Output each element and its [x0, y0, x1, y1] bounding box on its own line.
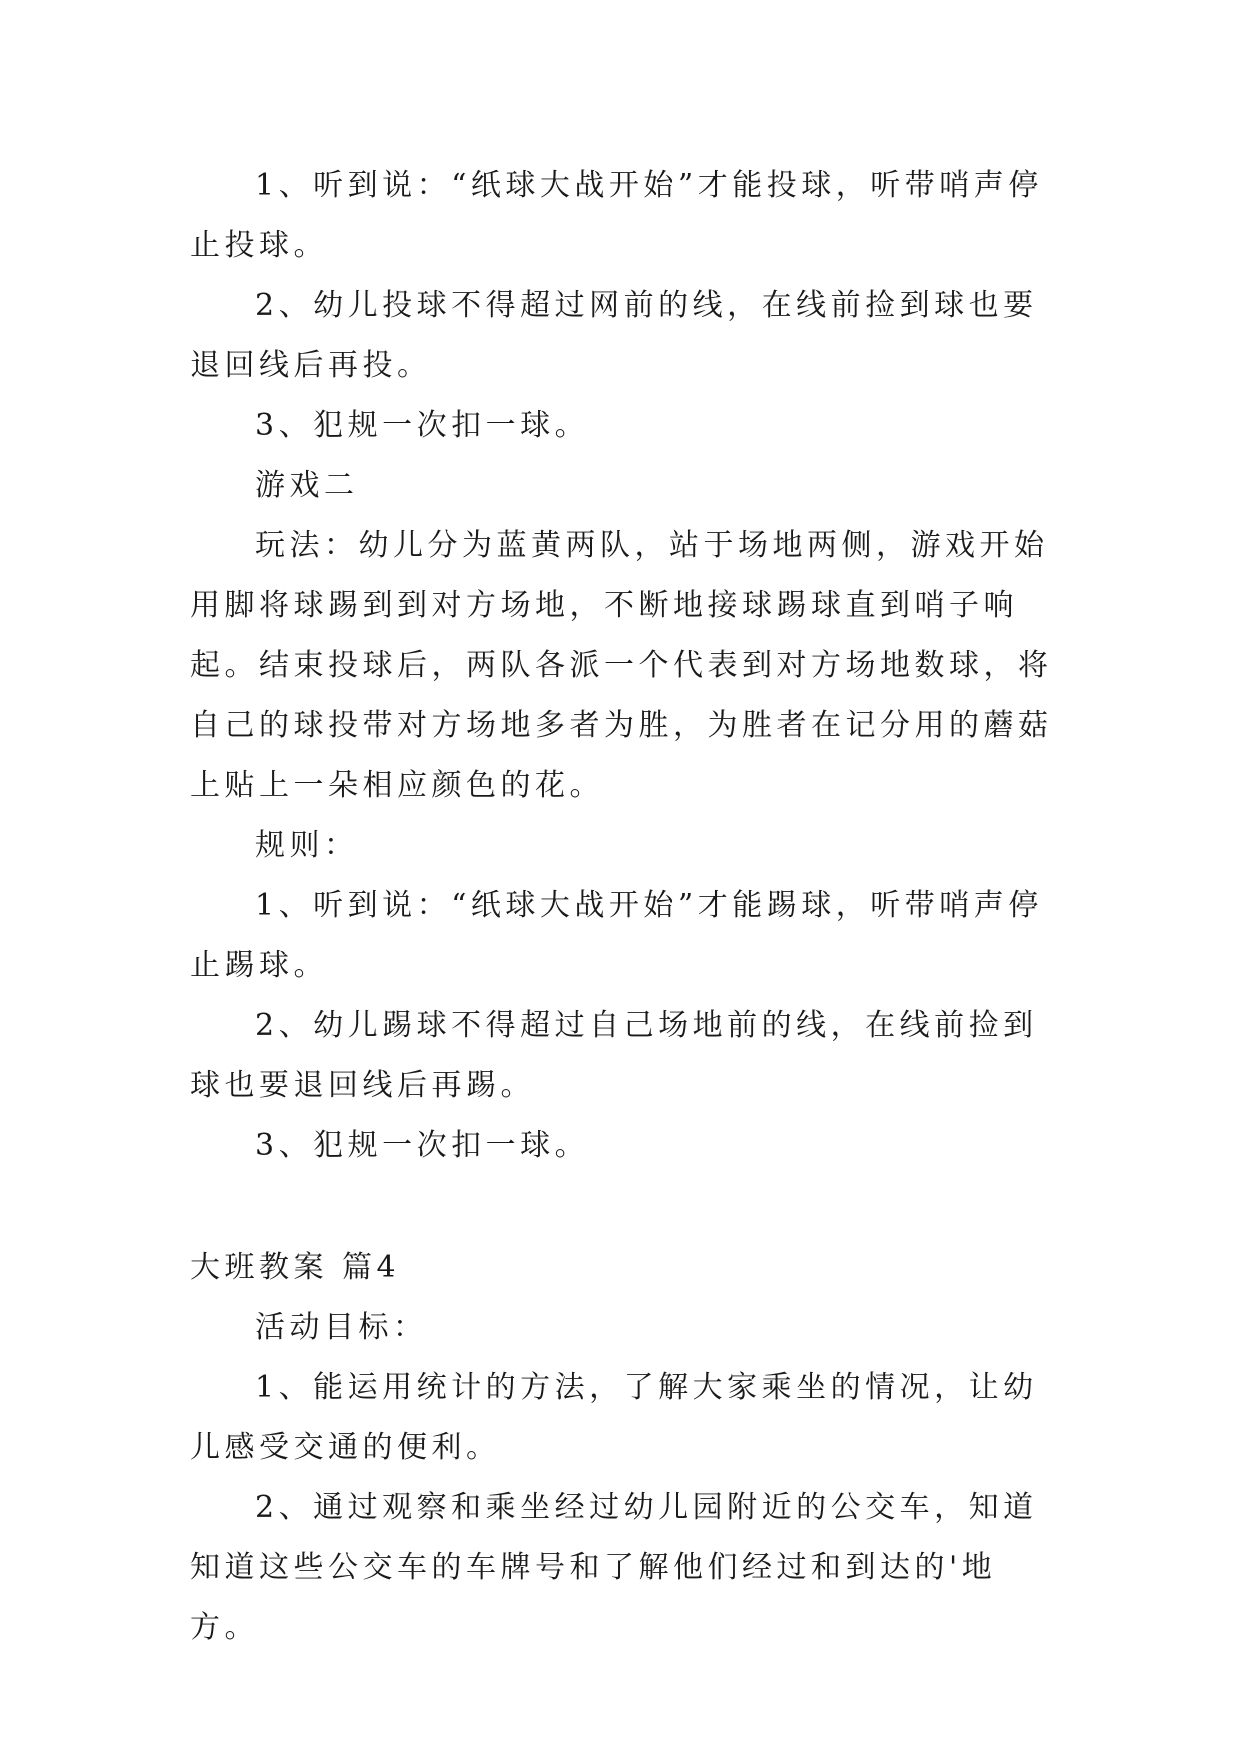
- rule-3-paragraph: 3、犯规一次扣一球。: [255, 408, 590, 443]
- section-spacer: [190, 1176, 1060, 1238]
- gameplay-paragraph: 玩法：幼儿分为蓝黄两队，站于场地两侧，游戏开始用脚将球踢到到对方场地，不断地接球踢球直到哨子响起。结束投球后，两队各派一个代表到对方场地数球，将自己的球投带对方场地多者为胜，为胜者在记分用的蘑菇上贴上一朵相应颜色的花。: [190, 528, 1053, 803]
- activity-goals-label: 活动目标：: [255, 1310, 428, 1345]
- game-two-title: 游戏二: [255, 468, 359, 503]
- kick-rule-2-paragraph: 2、幼儿踢球不得超过自己场地前的线，在线前捡到球也要退回线后再踢。: [190, 1008, 1038, 1103]
- rule-1-paragraph: 1、听到说：“纸球大战开始”才能投球，听带哨声停止投球。: [190, 168, 1043, 263]
- document-page: [190, 156, 1060, 1658]
- kick-rule-1-paragraph: 1、听到说：“纸球大战开始”才能踢球，听带哨声停止踢球。: [190, 888, 1043, 983]
- goal-1-paragraph: 1、能运用统计的方法，了解大家乘坐的情况，让幼儿感受交通的便利。: [190, 1370, 1038, 1465]
- goal-2-paragraph: 2、通过观察和乘坐经过幼儿园附近的公交车，知道知道这些公交车的车牌号和了解他们经过和到达的'地方。: [190, 1490, 1038, 1645]
- kick-rule-3-paragraph: 3、犯规一次扣一球。: [255, 1128, 590, 1163]
- section-heading: 大班教案 篇4: [190, 1250, 401, 1285]
- rules-label: 规则：: [255, 828, 359, 863]
- rule-2-paragraph: 2、幼儿投球不得超过网前的线，在线前捡到球也要退回线后再投。: [190, 288, 1038, 383]
